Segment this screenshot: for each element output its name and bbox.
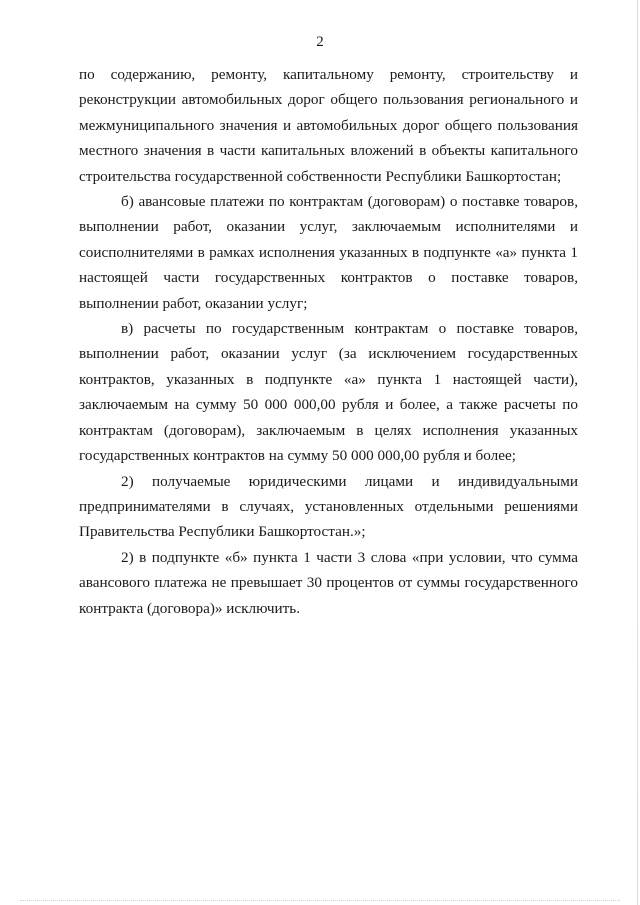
paragraph-item-2: 2) получаемые юридическими лицами и индивидуальными предпринимателями в случаях, установленных отдельными решениями Правительства Республики Башкортостан.»;	[79, 472, 578, 541]
paragraph-subitem-b: б) авансовые платежи по контрактам (договорам) о поставке товаров, выполнении работ, оказании услуг, заключаемым исполнителями и соисполнителями в рамках исполнения указанных в подпункте «а» пункта 1 настоящей части государственных контрактов о поставке товаров, выполнении работ, оказании услуг;	[79, 193, 578, 312]
page-number: 2	[316, 34, 324, 50]
paragraph-continuation: по содержанию, ремонту, капитальному ремонту, строительству и реконструкции автомобильных дорог общего пользования регионального и межмуниципального значения и автомобильных дорог общего пользования местного значения в части капитальных вложений в объекты капитального строительства государственной собственности Республики Башкортостан;	[79, 66, 578, 185]
scan-edge-right	[637, 0, 638, 905]
scan-edge-bottom	[20, 900, 620, 902]
paragraph-subitem-v: в) расчеты по государственным контрактам о поставке товаров, выполнении работ, оказании услуг (за исключением государственных контрактов, указанных в подпункте «а» пункта 1 настоящей части), заключаемым на сумму 50 000 000,00 рубля и более, а также расчеты по контрактам (договорам), заключаемым в целях исполнения указанных государственных контрактов на сумму 50 000 000,00 рубля и более;	[79, 320, 578, 465]
document-body	[79, 62, 578, 621]
paragraph-amendment-2: 2) в подпункте «б» пункта 1 части 3 слова «при условии, что сумма авансового платежа не превышает 30 процентов от суммы государственного контракта (договора)» исключить.	[79, 548, 578, 617]
